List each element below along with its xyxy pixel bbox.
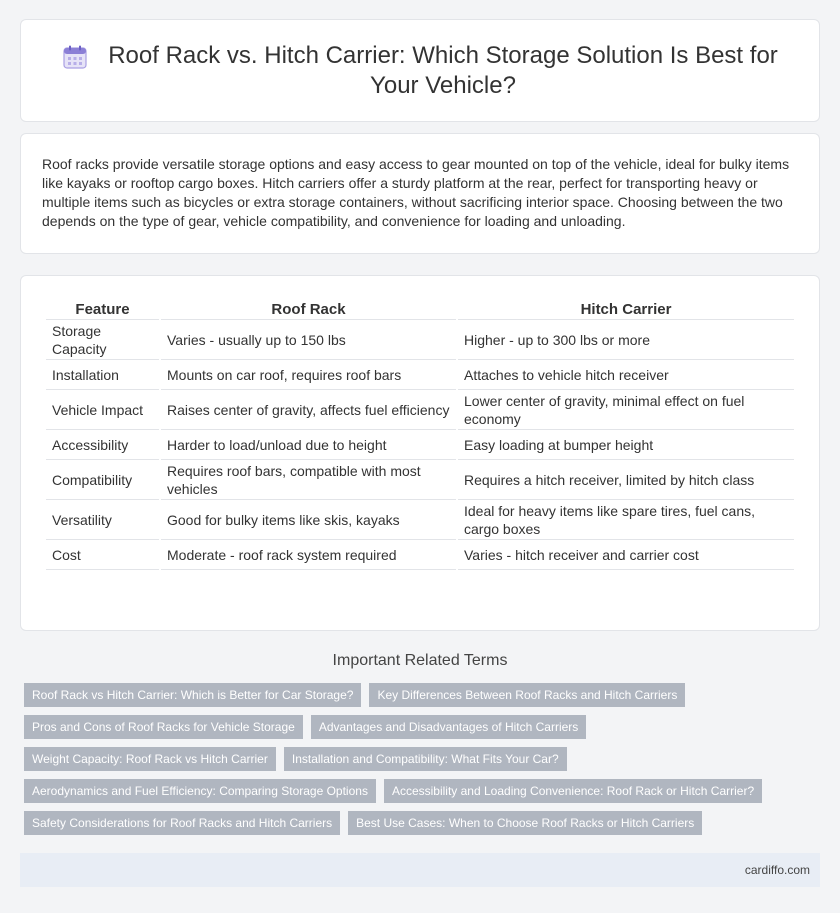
title-card bbox=[20, 19, 820, 122]
related-term-link[interactable]: Aerodynamics and Fuel Efficiency: Comparing Storage Options bbox=[24, 779, 376, 803]
intro-text: Roof racks provide versatile storage options and easy access to gear mounted on top of the vehicle, ideal for bulky items like kayaks or rooftop cargo boxes. Hitch carriers offer a sturdy platform at the rear, perfect for transporting heavy or multiple items such as bicycles or extra storage containers, without sacrificing interior space. Choosing between the two depends on the type of gear, vehicle compatibility, and convenience for loading and unloading. bbox=[42, 156, 790, 229]
intro-card bbox=[20, 133, 820, 254]
related-term-link[interactable]: Roof Rack vs Hitch Carrier: Which is Better for Car Storage? bbox=[24, 683, 361, 707]
cell-hitch-carrier: Easy loading at bumper height bbox=[458, 430, 794, 460]
cell-roof-rack: Good for bulky items like skis, kayaks bbox=[161, 500, 456, 540]
cell-hitch-carrier: Higher - up to 300 lbs or more bbox=[458, 320, 794, 360]
cell-feature: Storage Capacity bbox=[46, 320, 159, 360]
table-row bbox=[46, 390, 794, 430]
related-term-link[interactable]: Accessibility and Loading Convenience: Roof Rack or Hitch Carrier? bbox=[384, 779, 762, 803]
title-wrap bbox=[61, 41, 779, 101]
table-row bbox=[46, 430, 794, 460]
cell-hitch-carrier: Varies - hitch receiver and carrier cost bbox=[458, 540, 794, 570]
related-term-link[interactable]: Pros and Cons of Roof Racks for Vehicle Storage bbox=[24, 715, 303, 739]
related-term-link[interactable]: Best Use Cases: When to Choose Roof Racks or Hitch Carriers bbox=[348, 811, 702, 835]
cell-feature: Vehicle Impact bbox=[46, 390, 159, 430]
cell-roof-rack: Raises center of gravity, affects fuel efficiency bbox=[161, 390, 456, 430]
header-roof-rack: Roof Rack bbox=[161, 300, 456, 320]
cell-feature: Accessibility bbox=[46, 430, 159, 460]
table-row bbox=[46, 540, 794, 570]
comparison-table bbox=[44, 300, 796, 570]
cell-feature: Compatibility bbox=[46, 460, 159, 500]
table-row bbox=[46, 460, 794, 500]
header-hitch-carrier: Hitch Carrier bbox=[458, 300, 794, 320]
cell-roof-rack: Moderate - roof rack system required bbox=[161, 540, 456, 570]
cell-hitch-carrier: Lower center of gravity, minimal effect on fuel economy bbox=[458, 390, 794, 430]
cell-hitch-carrier: Requires a hitch receiver, limited by hitch class bbox=[458, 460, 794, 500]
cell-hitch-carrier: Ideal for heavy items like spare tires, fuel cans, cargo boxes bbox=[458, 500, 794, 540]
table-header-row bbox=[46, 300, 794, 320]
related-terms-section bbox=[20, 652, 820, 835]
related-term-link[interactable]: Safety Considerations for Roof Racks and Hitch Carriers bbox=[24, 811, 340, 835]
cell-feature: Cost bbox=[46, 540, 159, 570]
cell-feature: Versatility bbox=[46, 500, 159, 540]
related-term-link[interactable]: Advantages and Disadvantages of Hitch Carriers bbox=[311, 715, 586, 739]
header-feature: Feature bbox=[46, 300, 159, 320]
related-term-link[interactable]: Installation and Compatibility: What Fits Your Car? bbox=[284, 747, 567, 771]
related-terms-tags bbox=[20, 683, 820, 835]
cell-roof-rack: Requires roof bars, compatible with most vehicles bbox=[161, 460, 456, 500]
table-row bbox=[46, 500, 794, 540]
comparison-table-card bbox=[20, 275, 820, 631]
table-row bbox=[46, 360, 794, 390]
related-terms-heading: Important Related Terms bbox=[332, 652, 508, 669]
page-title: Roof Rack vs. Hitch Carrier: Which Storage Solution Is Best for Your Vehicle? bbox=[108, 41, 778, 99]
related-term-link[interactable]: Weight Capacity: Roof Rack vs Hitch Carrier bbox=[24, 747, 276, 771]
cell-hitch-carrier: Attaches to vehicle hitch receiver bbox=[458, 360, 794, 390]
table-row bbox=[46, 320, 794, 360]
calendar-icon bbox=[61, 43, 89, 71]
cell-feature: Installation bbox=[46, 360, 159, 390]
cell-roof-rack: Mounts on car roof, requires roof bars bbox=[161, 360, 456, 390]
footer bbox=[20, 853, 820, 887]
cell-roof-rack: Varies - usually up to 150 lbs bbox=[161, 320, 456, 360]
footer-site-link[interactable]: cardiffo.com bbox=[744, 863, 810, 877]
related-term-link[interactable]: Key Differences Between Roof Racks and Hitch Carriers bbox=[369, 683, 685, 707]
cell-roof-rack: Harder to load/unload due to height bbox=[161, 430, 456, 460]
